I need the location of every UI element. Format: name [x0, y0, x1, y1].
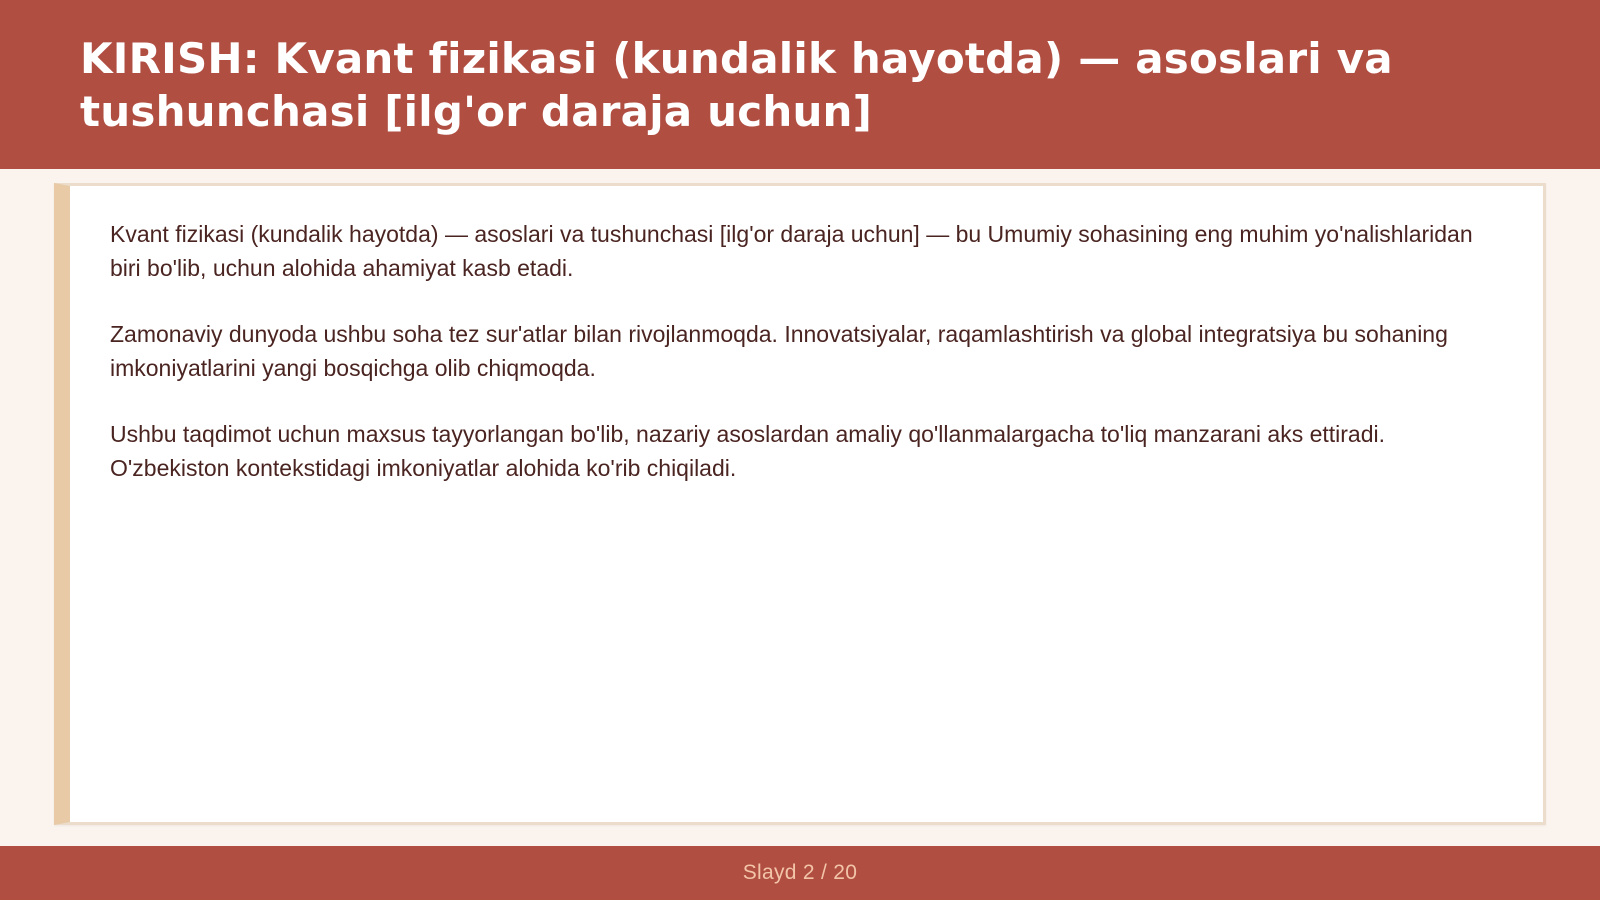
slide-header	[0, 0, 1600, 169]
slide-title: KIRISH: Kvant fizikasi (kundalik hayotda) — asoslari va tushunchasi [ilg'or daraja uchun]	[80, 34, 1393, 136]
slide-footer	[0, 846, 1600, 900]
content-card	[54, 183, 1546, 825]
intro-paragraph: Kvant fizikasi (kundalik hayotda) — asoslari va tushunchasi [ilg'or daraja uchun] — bu Umumiy sohasining eng muhim yo'nalishlaridan biri bo'lib, uchun alohida ahamiyat kasb etadi.	[110, 221, 1473, 281]
presentation-purpose-paragraph: Ushbu taqdimot uchun maxsus tayyorlangan bo'lib, nazariy asoslardan amaliy qo'llanmalargacha to'liq manzarani aks ettiradi. O'zbekiston kontekstidagi imkoniyatlar alohida ko'rib chiqiladi.	[110, 421, 1386, 481]
modern-development-paragraph: Zamonaviy dunyoda ushbu soha tez sur'atlar bilan rivojlanmoqda. Innovatsiyalar, raqamlashtirish va global integratsiya bu sohaning imkoniyatlarini yangi bosqichga olib chiqmoqda.	[110, 321, 1448, 381]
slide-number: Slayd 2 / 20	[742, 861, 858, 884]
